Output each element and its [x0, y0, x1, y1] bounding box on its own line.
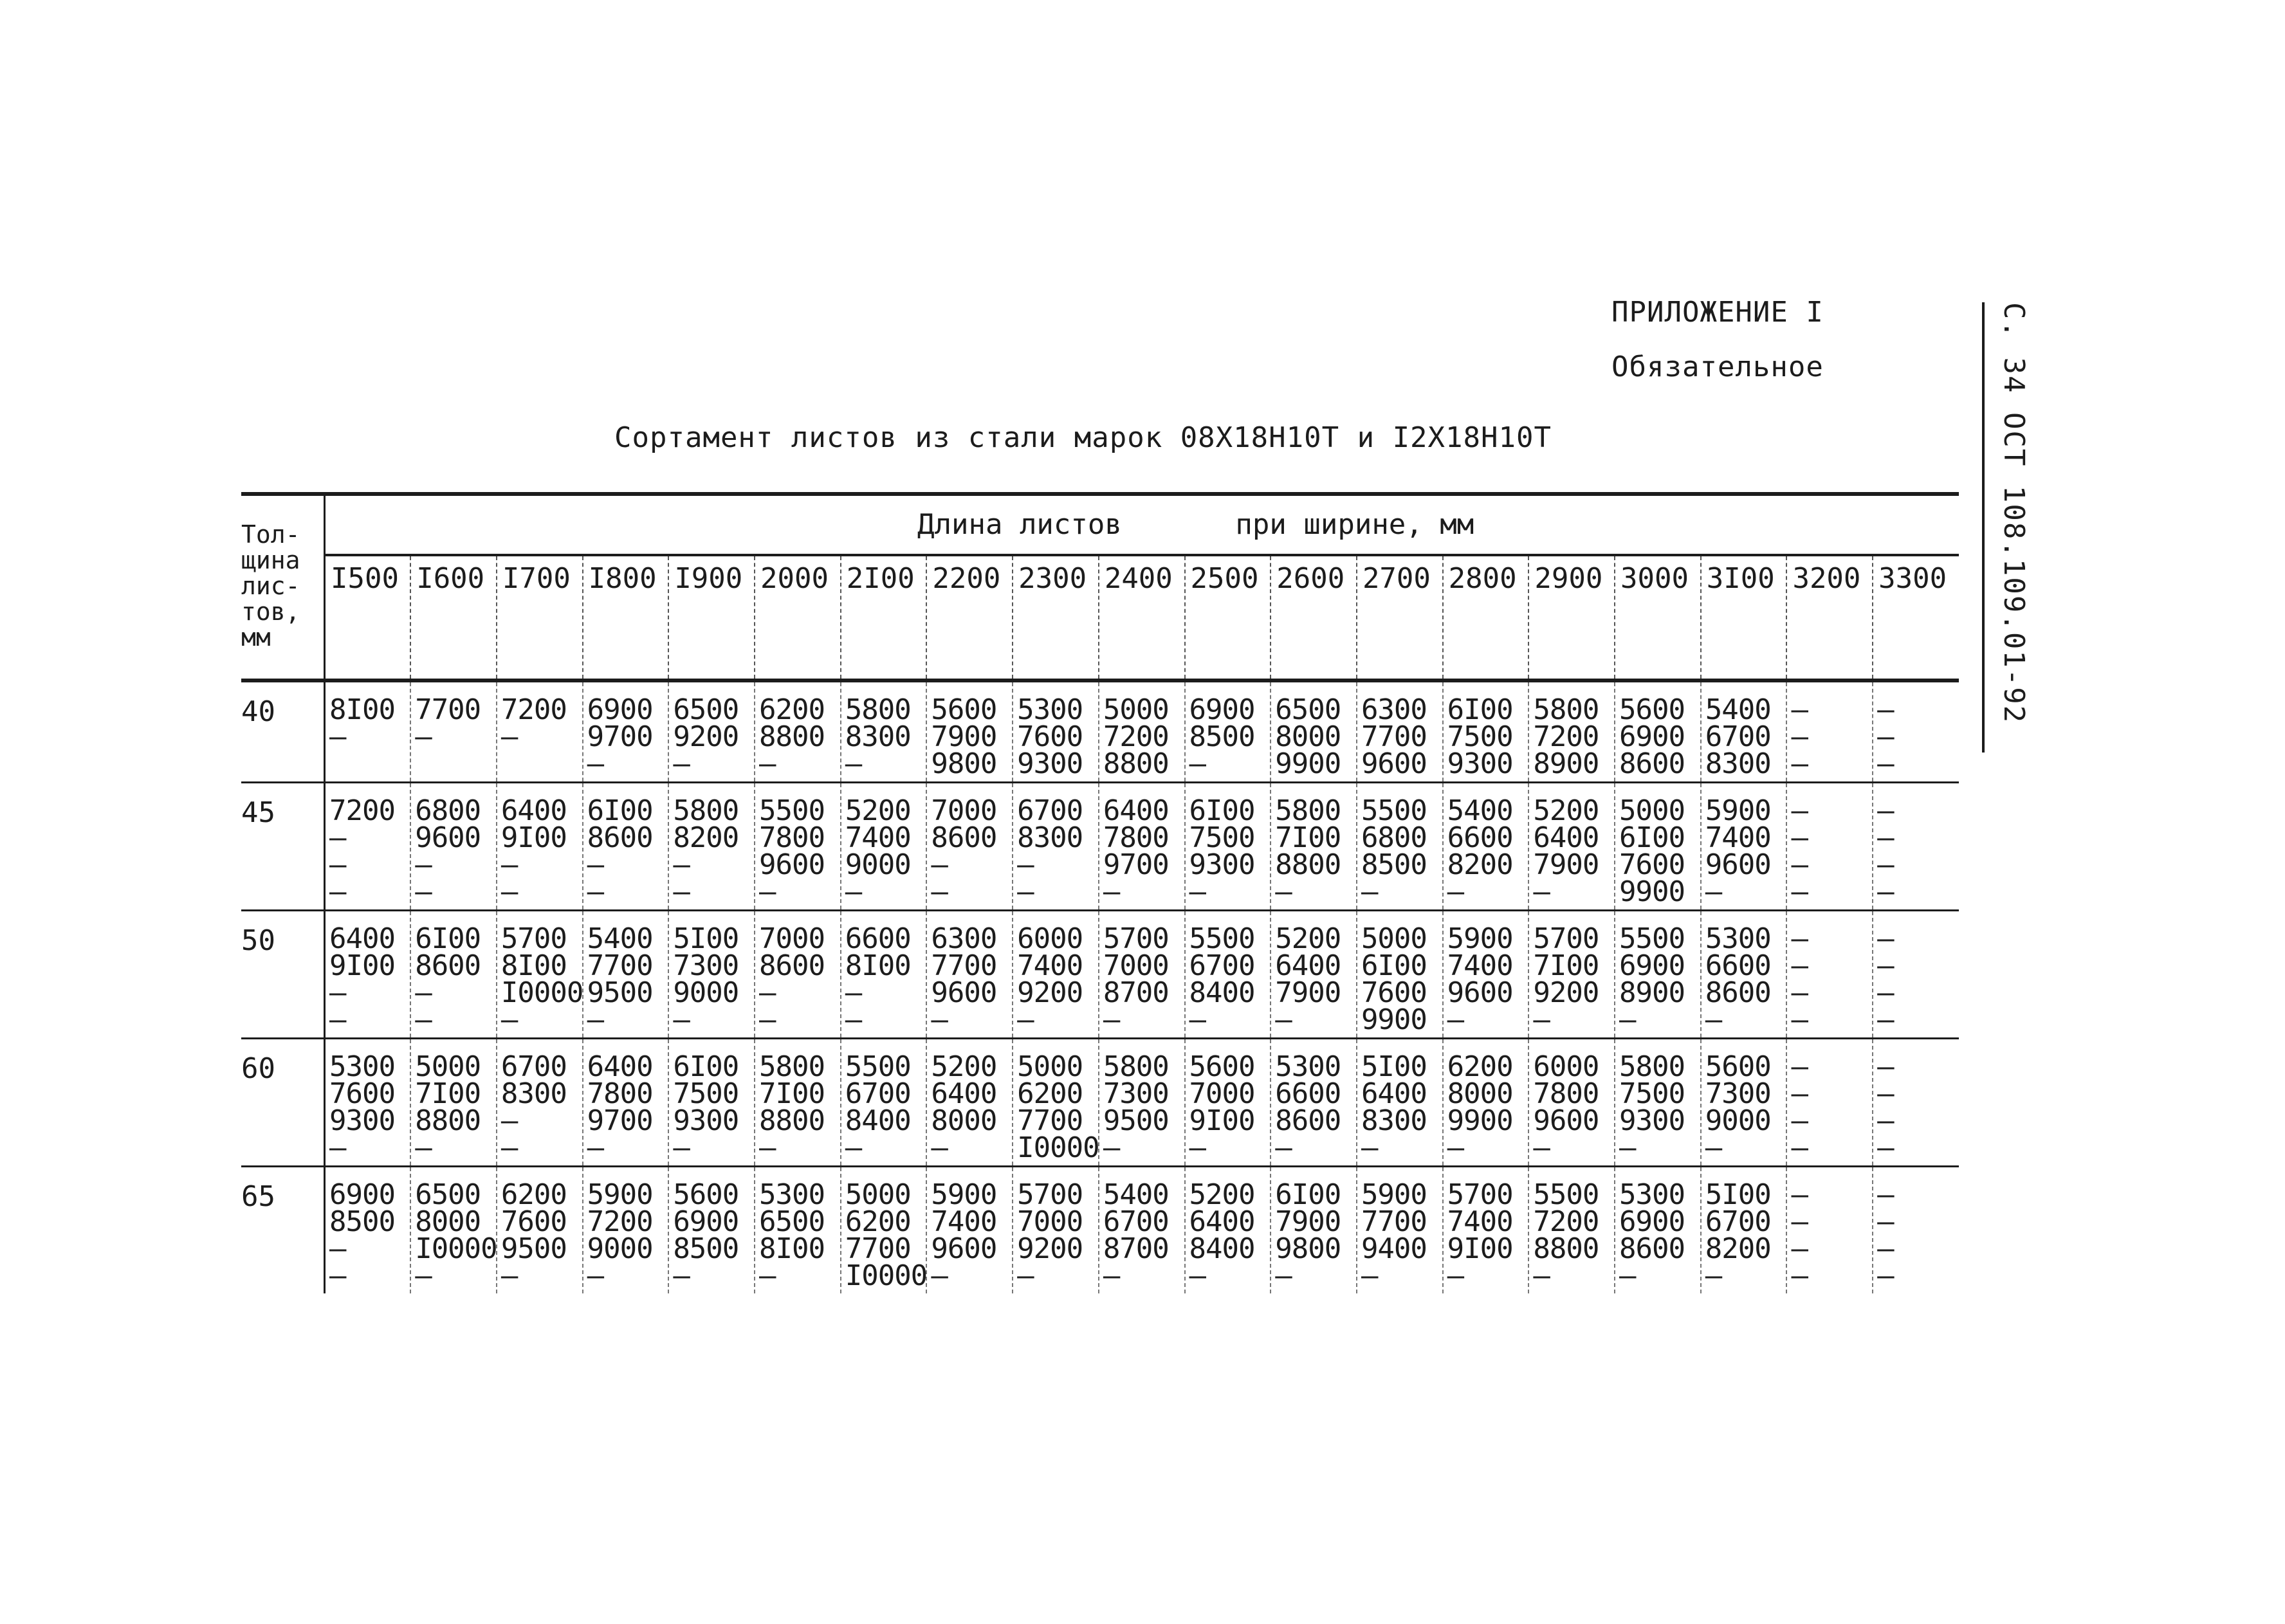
width-column-header: 2400: [1099, 555, 1185, 680]
length-values-cell: — — — —: [1873, 1039, 1959, 1167]
length-values-cell: 6900 8500 — —: [325, 1167, 411, 1294]
length-values-cell: 5500 6800 8500 —: [1357, 783, 1443, 911]
width-column-header: I900: [668, 555, 755, 680]
length-values-cell: 5600 6900 8500 —: [668, 1167, 755, 1294]
length-values-cell: 5800 7500 9300 —: [1615, 1039, 1701, 1167]
length-values-cell: 5800 7200 8900: [1528, 680, 1615, 783]
width-column-header: 3000: [1615, 555, 1701, 680]
length-values-cell: 6I00 7500 9300: [1443, 680, 1529, 783]
length-values-cell: — — — —: [1873, 1167, 1959, 1294]
length-values-cell: — — — —: [1786, 911, 1873, 1039]
width-column-header: I500: [325, 555, 411, 680]
table-row: [241, 1039, 1959, 1167]
length-values-cell: 5500 6900 8900 —: [1615, 911, 1701, 1039]
length-header: Длина листов: [917, 508, 1122, 541]
length-values-cell: 5200 6400 7900 —: [1271, 911, 1357, 1039]
length-values-cell: 6300 7700 9600: [1357, 680, 1443, 783]
width-header-row: [241, 555, 1959, 680]
length-values-cell: 5600 7000 9I00 —: [1185, 1039, 1271, 1167]
length-values-cell: 5300 6600 8600 —: [1701, 911, 1787, 1039]
table-row: [241, 911, 1959, 1039]
width-column-header: 3300: [1873, 555, 1959, 680]
length-values-cell: 5700 7000 8700 —: [1099, 911, 1185, 1039]
length-values-cell: 5000 7200 8800: [1099, 680, 1185, 783]
length-values-cell: 6400 7800 9700 —: [583, 1039, 669, 1167]
appendix-label: ПРИЛОЖЕНИЕ I: [1611, 296, 1824, 329]
length-values-cell: 6000 7800 9600 —: [1528, 1039, 1615, 1167]
length-values-cell: 5900 7400 9600 —: [1443, 911, 1529, 1039]
width-column-header: 2500: [1185, 555, 1271, 680]
length-values-cell: 5500 6700 8400 —: [1185, 911, 1271, 1039]
length-values-cell: 5900 7400 9600 —: [1701, 783, 1787, 911]
length-values-cell: 7200 —: [497, 680, 583, 783]
length-values-cell: — — — —: [1873, 911, 1959, 1039]
width-column-header: 2900: [1528, 555, 1615, 680]
length-values-cell: 5I00 7300 9000 —: [668, 911, 755, 1039]
table-row: [241, 680, 1959, 783]
width-column-header: 2300: [1013, 555, 1099, 680]
length-values-cell: 5900 7700 9400 —: [1357, 1167, 1443, 1294]
width-column-header: I800: [583, 555, 669, 680]
width-header: при ширине, мм: [1235, 508, 1474, 541]
length-values-cell: 5400 7700 9500 —: [583, 911, 669, 1039]
length-values-cell: 6900 8500 —: [1185, 680, 1271, 783]
length-values-cell: 5800 8300 —: [841, 680, 927, 783]
length-values-cell: 5200 7400 9000 —: [841, 783, 927, 911]
length-values-cell: 8I00 —: [325, 680, 411, 783]
length-values-cell: 6300 7700 9600 —: [926, 911, 1013, 1039]
length-values-cell: 6500 8000 9900: [1271, 680, 1357, 783]
length-values-cell: — — — —: [1786, 783, 1873, 911]
length-values-cell: 7700 —: [410, 680, 497, 783]
length-values-cell: 5000 6I00 7600 9900: [1357, 911, 1443, 1039]
length-values-cell: 6I00 8600 — —: [583, 783, 669, 911]
length-values-cell: 7200 — — —: [325, 783, 411, 911]
length-values-cell: 5300 6600 8600 —: [1271, 1039, 1357, 1167]
length-values-cell: 6I00 7500 9300 —: [668, 1039, 755, 1167]
length-values-cell: 5300 6900 8600 —: [1615, 1167, 1701, 1294]
length-values-cell: 5800 7I00 8800 —: [755, 1039, 841, 1167]
width-column-header: 3I00: [1701, 555, 1787, 680]
length-values-cell: 6900 9700 —: [583, 680, 669, 783]
length-values-cell: 7000 8600 — —: [926, 783, 1013, 911]
width-column-header: 3200: [1786, 555, 1873, 680]
table-row: [241, 1167, 1959, 1294]
length-values-cell: — — — —: [1786, 1039, 1873, 1167]
length-values-cell: 5800 7I00 8800 —: [1271, 783, 1357, 911]
length-values-cell: 7000 8600 — —: [755, 911, 841, 1039]
thickness-cell: 65: [241, 1167, 325, 1294]
length-values-cell: 5700 7000 9200 —: [1013, 1167, 1099, 1294]
thickness-cell: 50: [241, 911, 325, 1039]
length-values-cell: 5700 8I00 I0000 —: [497, 911, 583, 1039]
length-values-cell: 5300 7600 9300: [1013, 680, 1099, 783]
width-column-header: I700: [497, 555, 583, 680]
length-values-cell: 5200 6400 8000 —: [926, 1039, 1013, 1167]
table-title: Сортамент листов из стали марок 08Х18Н10Т и I2Х18Н10Т: [614, 421, 1552, 454]
length-values-cell: 5300 6500 8I00 —: [755, 1167, 841, 1294]
length-values-cell: — — —: [1786, 680, 1873, 783]
length-values-cell: 5600 6900 8600: [1615, 680, 1701, 783]
length-values-cell: 6400 7800 9700 —: [1099, 783, 1185, 911]
table-body: [241, 680, 1959, 1293]
length-values-cell: 5800 7300 9500 —: [1099, 1039, 1185, 1167]
side-page-reference: С. 34 ОСТ 108.109.01-92: [1982, 302, 2042, 753]
length-values-cell: 5000 6I00 7600 9900: [1615, 783, 1701, 911]
length-values-cell: 5I00 6400 8300 —: [1357, 1039, 1443, 1167]
length-values-cell: 5200 6400 7900 —: [1528, 783, 1615, 911]
length-values-cell: 6I00 7500 9300 —: [1185, 783, 1271, 911]
mandatory-label: Обязательное: [1611, 351, 1824, 383]
width-column-header: 2200: [926, 555, 1013, 680]
length-values-cell: 5600 7300 9000 —: [1701, 1039, 1787, 1167]
width-column-header: I600: [410, 555, 497, 680]
length-values-cell: 5700 7I00 9200 —: [1528, 911, 1615, 1039]
length-values-cell: 5700 7400 9I00 —: [1443, 1167, 1529, 1294]
length-values-cell: 6200 8800 —: [755, 680, 841, 783]
length-values-cell: 5200 6400 8400 —: [1185, 1167, 1271, 1294]
length-values-cell: 5400 6700 8300: [1701, 680, 1787, 783]
length-values-cell: 6I00 8600 — —: [410, 911, 497, 1039]
length-values-cell: 6400 9I00 — —: [325, 911, 411, 1039]
length-values-cell: 6000 7400 9200 —: [1013, 911, 1099, 1039]
length-values-cell: 5900 7400 9600 —: [926, 1167, 1013, 1294]
length-values-cell: 5500 7200 8800 —: [1528, 1167, 1615, 1294]
width-column-header: 2000: [755, 555, 841, 680]
length-values-cell: 5000 7I00 8800 —: [410, 1039, 497, 1167]
length-values-cell: 5500 7800 9600 —: [755, 783, 841, 911]
length-values-cell: 6200 8000 9900 —: [1443, 1039, 1529, 1167]
width-column-header: 2700: [1357, 555, 1443, 680]
thickness-cell: 40: [241, 680, 325, 783]
length-values-cell: 5600 7900 9800: [926, 680, 1013, 783]
length-width-header: [325, 494, 1959, 555]
length-values-cell: 5000 6200 7700 I0000: [841, 1167, 927, 1294]
thickness-cell: 60: [241, 1039, 325, 1167]
length-values-cell: 6600 8I00 — —: [841, 911, 927, 1039]
length-values-cell: 6400 9I00 — —: [497, 783, 583, 911]
length-values-cell: 6200 7600 9500 —: [497, 1167, 583, 1294]
width-column-header: 2600: [1271, 555, 1357, 680]
width-column-header: 2800: [1443, 555, 1529, 680]
length-values-cell: 6I00 7900 9800 —: [1271, 1167, 1357, 1294]
length-values-cell: 5000 6200 7700 I0000: [1013, 1039, 1099, 1167]
length-values-cell: 5400 6700 8700 —: [1099, 1167, 1185, 1294]
length-values-cell: — — —: [1873, 680, 1959, 783]
table-row: [241, 783, 1959, 911]
length-values-cell: 6500 8000 I0000 —: [410, 1167, 497, 1294]
length-values-cell: 5500 6700 8400 —: [841, 1039, 927, 1167]
length-values-cell: — — — —: [1786, 1167, 1873, 1294]
assortment-table-container: [241, 492, 1959, 1293]
length-values-cell: 5800 8200 — —: [668, 783, 755, 911]
thickness-header: Тол- щина лис- тов, мм: [241, 494, 325, 680]
length-values-cell: — — — —: [1873, 783, 1959, 911]
length-values-cell: 6700 8300 — —: [497, 1039, 583, 1167]
thickness-cell: 45: [241, 783, 325, 911]
width-column-header: 2I00: [841, 555, 927, 680]
length-values-cell: 5I00 6700 8200 —: [1701, 1167, 1787, 1294]
assortment-table: [241, 492, 1959, 1293]
length-values-cell: 6500 9200 —: [668, 680, 755, 783]
length-values-cell: 6700 8300 — —: [1013, 783, 1099, 911]
length-values-cell: 6800 9600 — —: [410, 783, 497, 911]
length-values-cell: 5900 7200 9000 —: [583, 1167, 669, 1294]
length-values-cell: 5300 7600 9300 —: [325, 1039, 411, 1167]
length-values-cell: 5400 6600 8200 —: [1443, 783, 1529, 911]
